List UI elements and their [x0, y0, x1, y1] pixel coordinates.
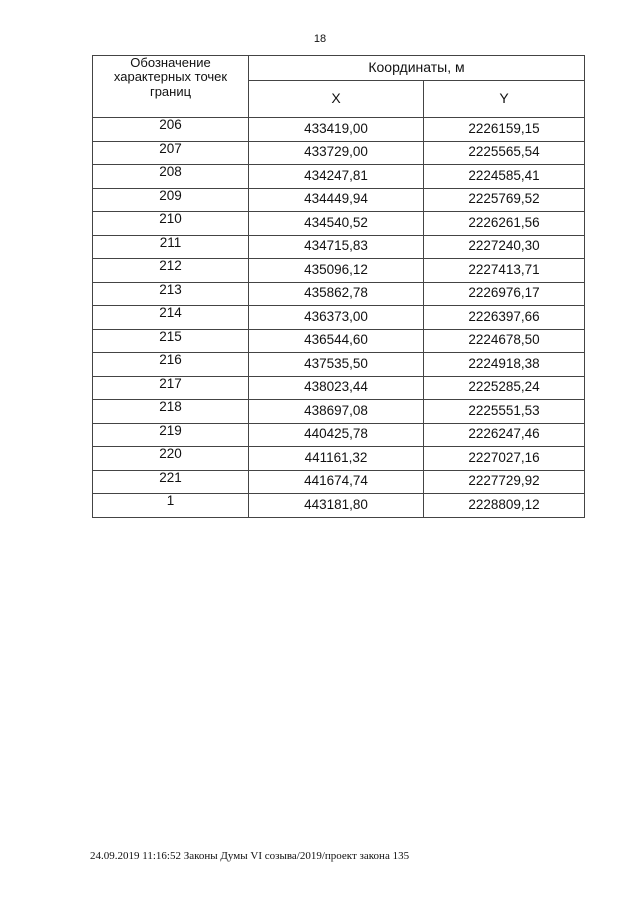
x-coordinate-cell: 435096,12	[249, 259, 424, 283]
x-coordinate-cell: 433729,00	[249, 141, 424, 165]
point-cell: 218	[93, 400, 249, 424]
y-column-header: Y	[424, 81, 585, 118]
point-designation-header: Обозначение характерных точек границ	[93, 56, 249, 118]
point-cell: 1	[93, 494, 249, 518]
y-coordinate-cell: 2224585,41	[424, 165, 585, 189]
point-cell: 209	[93, 188, 249, 212]
table-row	[93, 165, 585, 189]
point-cell: 221	[93, 470, 249, 494]
table-row	[93, 235, 585, 259]
coordinates-table	[92, 55, 585, 518]
x-column-header: X	[249, 81, 424, 118]
point-cell: 212	[93, 259, 249, 283]
y-coordinate-cell: 2228809,12	[424, 494, 585, 518]
table-row	[93, 447, 585, 471]
point-cell: 214	[93, 306, 249, 330]
x-coordinate-cell: 434715,83	[249, 235, 424, 259]
page-number: 18	[313, 33, 327, 45]
table-row	[93, 353, 585, 377]
table-row	[93, 423, 585, 447]
y-coordinate-cell: 2227729,92	[424, 470, 585, 494]
y-coordinate-cell: 2227027,16	[424, 447, 585, 471]
table-row	[93, 376, 585, 400]
y-coordinate-cell: 2226976,17	[424, 282, 585, 306]
point-cell: 215	[93, 329, 249, 353]
table-row	[93, 329, 585, 353]
x-coordinate-cell: 438023,44	[249, 376, 424, 400]
point-cell: 213	[93, 282, 249, 306]
x-coordinate-cell: 441674,74	[249, 470, 424, 494]
table-row	[93, 212, 585, 236]
table-row	[93, 141, 585, 165]
x-coordinate-cell: 436544,60	[249, 329, 424, 353]
x-coordinate-cell: 436373,00	[249, 306, 424, 330]
x-coordinate-cell: 443181,80	[249, 494, 424, 518]
point-cell: 216	[93, 353, 249, 377]
point-cell: 217	[93, 376, 249, 400]
point-cell: 207	[93, 141, 249, 165]
point-cell: 210	[93, 212, 249, 236]
y-coordinate-cell: 2225285,24	[424, 376, 585, 400]
x-coordinate-cell: 437535,50	[249, 353, 424, 377]
x-coordinate-cell: 438697,08	[249, 400, 424, 424]
y-coordinate-cell: 2226247,46	[424, 423, 585, 447]
table-row	[93, 188, 585, 212]
table-row	[93, 259, 585, 283]
y-coordinate-cell: 2225769,52	[424, 188, 585, 212]
coordinates-header: Координаты, м	[249, 56, 585, 81]
point-cell: 208	[93, 165, 249, 189]
y-coordinate-cell: 2227413,71	[424, 259, 585, 283]
y-coordinate-cell: 2227240,30	[424, 235, 585, 259]
table-row	[93, 494, 585, 518]
point-cell: 220	[93, 447, 249, 471]
y-coordinate-cell: 2226261,56	[424, 212, 585, 236]
x-coordinate-cell: 434247,81	[249, 165, 424, 189]
x-coordinate-cell: 440425,78	[249, 423, 424, 447]
y-coordinate-cell: 2225551,53	[424, 400, 585, 424]
y-coordinate-cell: 2226397,66	[424, 306, 585, 330]
table-row	[93, 306, 585, 330]
y-coordinate-cell: 2224678,50	[424, 329, 585, 353]
table-row	[93, 400, 585, 424]
point-cell: 211	[93, 235, 249, 259]
x-coordinate-cell: 434540,52	[249, 212, 424, 236]
table-body	[93, 118, 585, 518]
y-coordinate-cell: 2224918,38	[424, 353, 585, 377]
table-row	[93, 282, 585, 306]
document-footer: 24.09.2019 11:16:52 Законы Думы VI созыва/2019/проект закона 135	[90, 850, 410, 862]
x-coordinate-cell: 441161,32	[249, 447, 424, 471]
y-coordinate-cell: 2226159,15	[424, 118, 585, 142]
table-row	[93, 470, 585, 494]
y-coordinate-cell: 2225565,54	[424, 141, 585, 165]
x-coordinate-cell: 434449,94	[249, 188, 424, 212]
table-row	[93, 118, 585, 142]
point-cell: 219	[93, 423, 249, 447]
point-cell: 206	[93, 118, 249, 142]
x-coordinate-cell: 435862,78	[249, 282, 424, 306]
x-coordinate-cell: 433419,00	[249, 118, 424, 142]
